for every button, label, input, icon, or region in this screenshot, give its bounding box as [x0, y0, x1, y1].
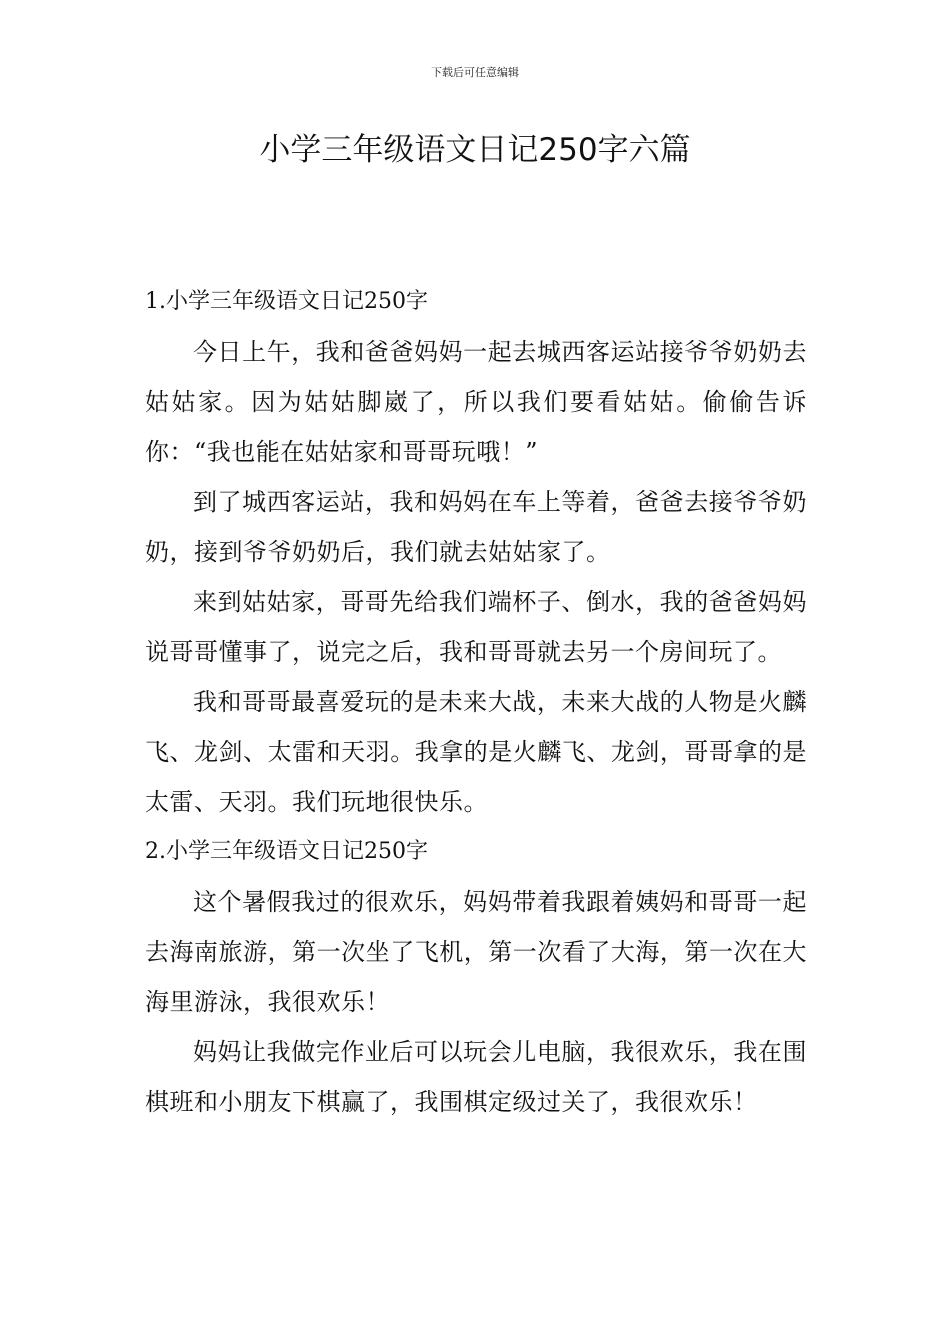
section-heading: 2.小学三年级语文日记250字	[145, 839, 428, 864]
paragraph: 到了城西客运站，我和妈妈在车上等着，爸爸去接爷爷奶奶，接到爷爷奶奶后，我们就去姑姑家了。	[145, 488, 807, 566]
paragraph: 我和哥哥最喜爱玩的是未来大战，未来大战的人物是火麟飞、龙剑、太雷和天羽。我拿的是火麟飞、龙剑，哥哥拿的是太雷、天羽。我们玩地很快乐。	[145, 688, 807, 816]
section-heading: 1.小学三年级语文日记250字	[145, 289, 428, 314]
document-title: 小学三年级语文日记250字六篇	[259, 132, 691, 168]
paragraph: 来到姑姑家，哥哥先给我们端杯子、倒水，我的爸爸妈妈说哥哥懂事了，说完之后，我和哥哥就去另一个房间玩了。	[145, 588, 807, 666]
document-body	[145, 277, 807, 1127]
section-1	[145, 277, 807, 827]
section-2	[145, 827, 807, 1127]
paragraph: 这个暑假我过的很欢乐，妈妈带着我跟着姨妈和哥哥一起去海南旅游，第一次坐了飞机，第一次看了大海，第一次在大海里游泳，我很欢乐！	[145, 888, 807, 1016]
header-note: 下载后可任意编辑	[431, 66, 519, 79]
paragraph: 妈妈让我做完作业后可以玩会儿电脑，我很欢乐，我在围棋班和小朋友下棋赢了，我围棋定级过关了，我很欢乐！	[145, 1038, 807, 1116]
paragraph: 今日上午，我和爸爸妈妈一起去城西客运站接爷爷奶奶去姑姑家。因为姑姑脚崴了，所以我们要看姑姑。偷偷告诉你：“我也能在姑姑家和哥哥玩哦！”	[145, 338, 807, 466]
